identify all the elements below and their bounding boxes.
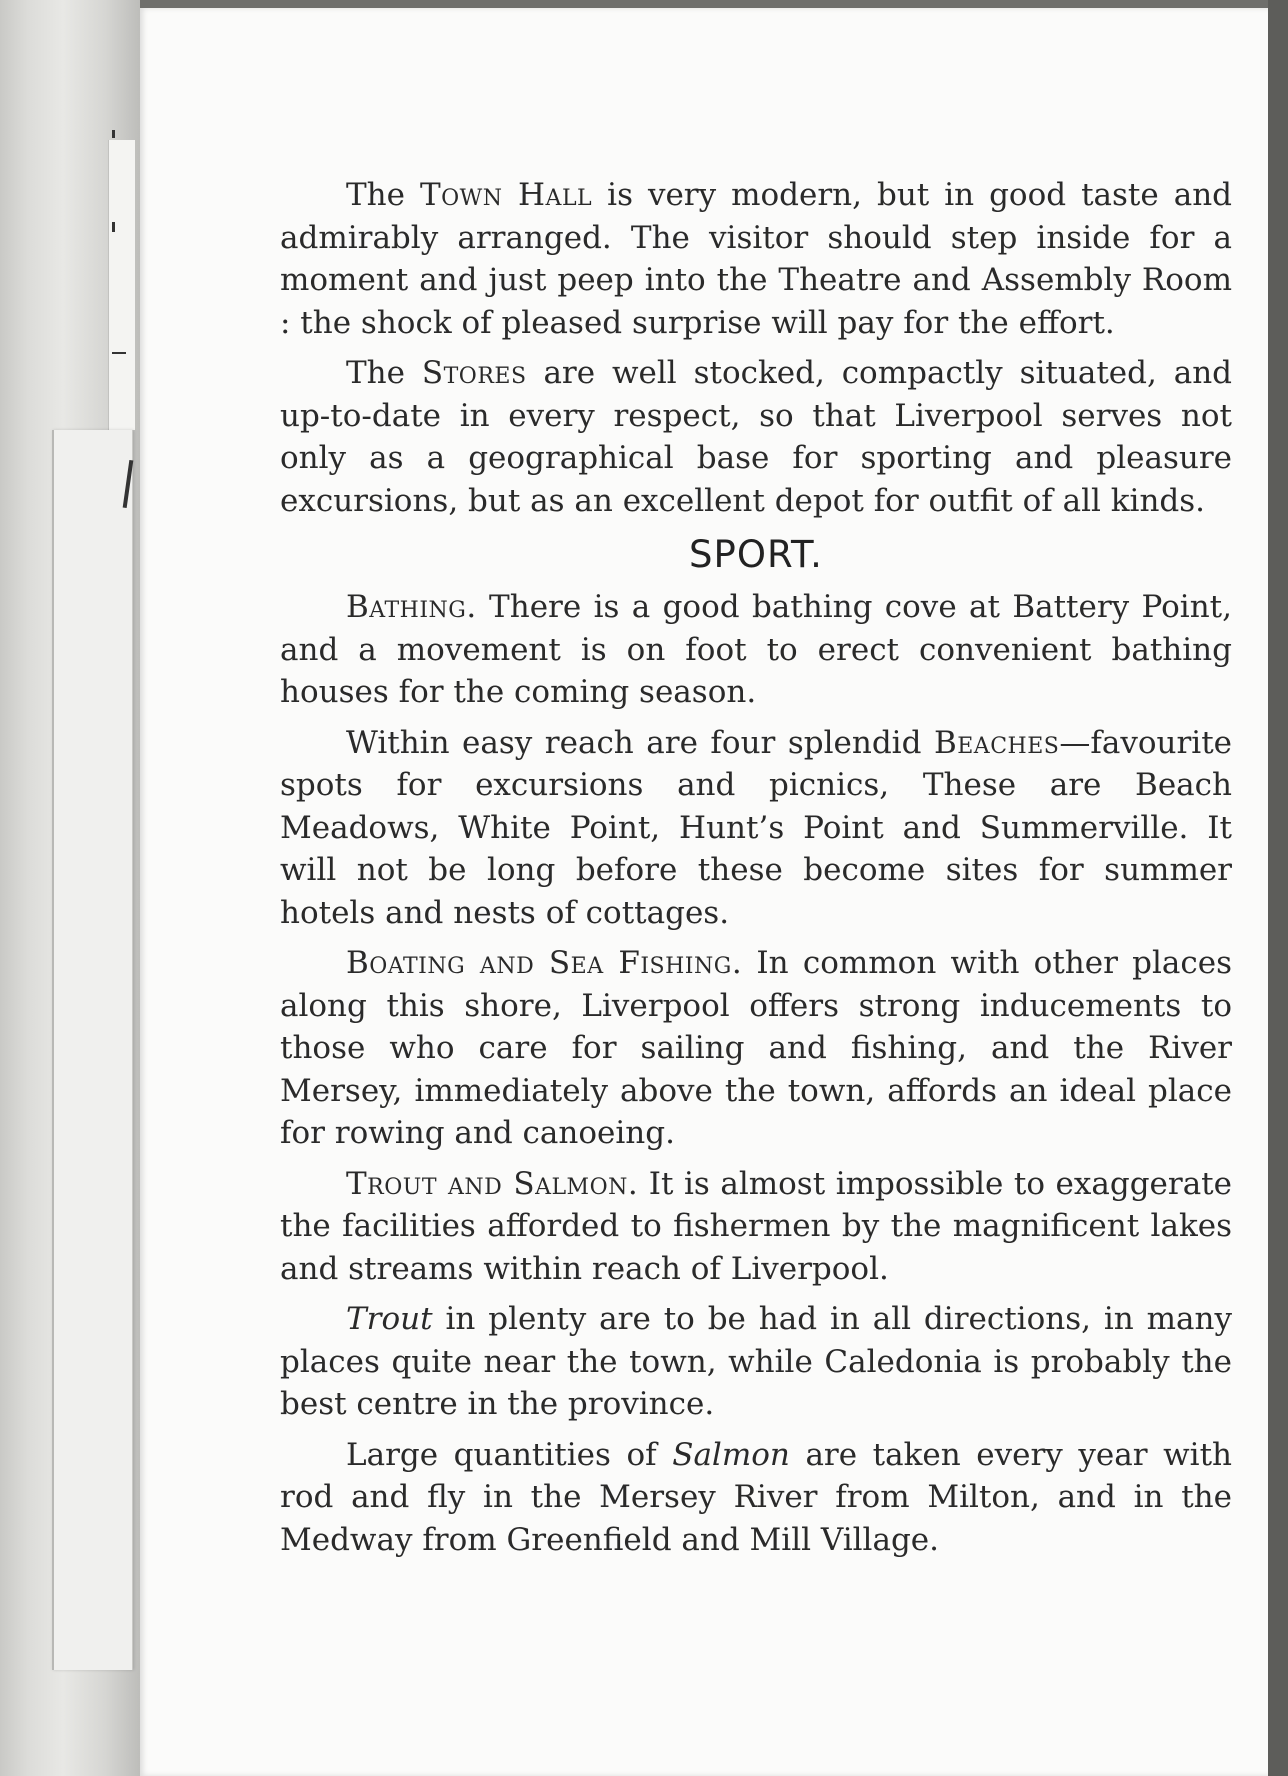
term-trout: Trout [346, 1301, 433, 1337]
term-town-hall: Town Hall [419, 177, 593, 213]
binding-strip [52, 430, 133, 1670]
paragraph-salmon: Large quantities of Salmon are taken every year with rod and fly in the Mersey River from Milton, and in the Medway from Greenfield and Mill Village. [280, 1436, 1232, 1558]
section-heading: SPORT. [689, 533, 823, 576]
binding-mark [112, 130, 115, 138]
paragraph-town-hall: The Town Hall is very modern, but in good taste and admirably arranged. The visitor should step inside for a moment and just peep into the Theatre and Assembly Room : the shock of pleased surprise will pay for the effort. [280, 177, 1232, 341]
term-beaches: Beaches [933, 724, 1060, 761]
term-bathing: Bathing. [346, 589, 477, 625]
paragraph-boating: Boating and Sea Fishing. In common with other places along this shore, Liverpool offers strong inducements to those who care for sailing and fishing, and the River Mersey, immediately above the town, affords an ideal place for rowing and canoeing. [280, 945, 1232, 1151]
scan-binding-edge [0, 0, 140, 1776]
term-salmon: Salmon [672, 1436, 790, 1473]
binding-mark [112, 222, 115, 232]
paragraph-stores: The Stores are well stocked, compactly situated, and up-to-date in every respect, so that Liverpool serves not only as a geographical base for sporting and pleasure excursions, but as an excellent depot for outfit of all kinds. [280, 355, 1233, 519]
term-trout-salmon: Trout and Salmon. [346, 1165, 639, 1202]
scan-right-edge [1268, 0, 1288, 1776]
book-page [140, 8, 1270, 1776]
paragraph-beaches: Within easy reach are four splendid Beaches—favourite spots for excursions and picnics, These are Beach Meadows, White Point, Hunt’s Point and Summerville. It will not be long before these become sites for summer hotels and nests of cottages. [280, 724, 1232, 931]
paragraph-bathing: Bathing. There is a good bathing cove at Battery Point, and a movement is on foot to erect convenient bathing houses for the coming season. [280, 589, 1232, 710]
paragraph-trout-salmon: Trout and Salmon. It is almost impossible to exaggerate the facilities afforded to fishermen by the magnificent lakes and streams within reach of Liverpool. [280, 1165, 1232, 1287]
binding-tab [108, 140, 135, 430]
page-text [280, 174, 1232, 1569]
term-stores: Stores [421, 355, 527, 391]
term-boating-sea-fishing: Boating and Sea Fishing. [346, 945, 743, 981]
paragraph-trout: Trout in plenty are to be had in all directions, in many places quite near the town, while Caledonia is probably the best centre in the province. [280, 1301, 1232, 1422]
binding-mark [112, 352, 126, 354]
